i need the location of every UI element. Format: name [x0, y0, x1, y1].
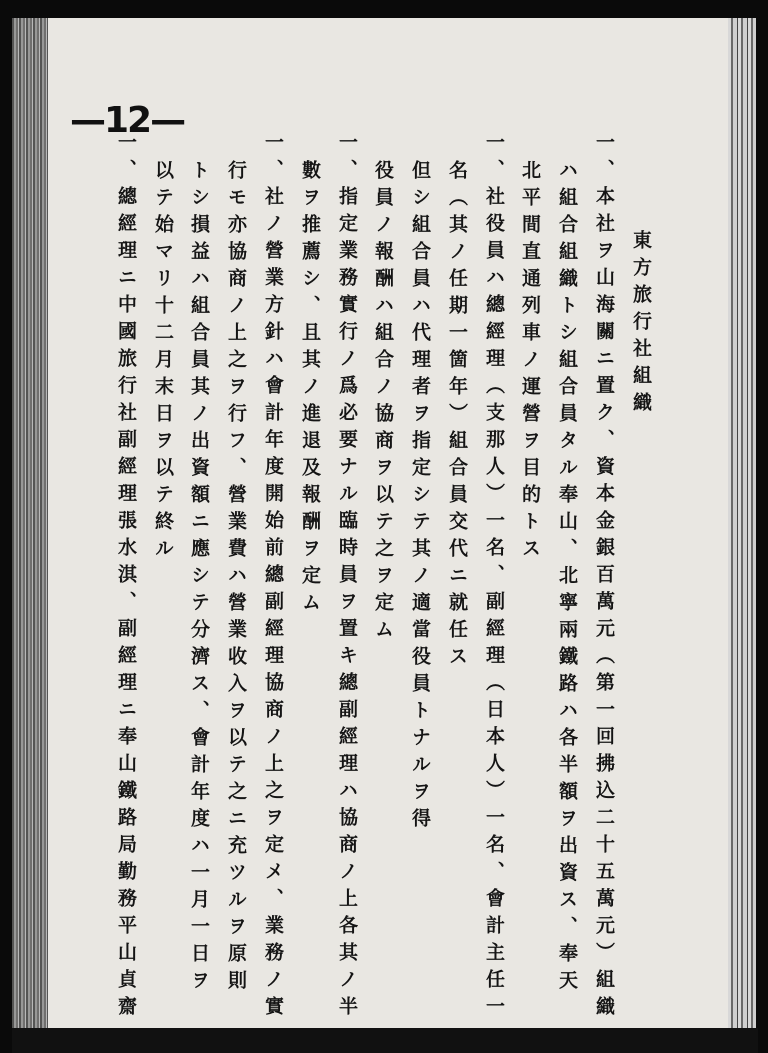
- text-line-9: 數ヲ推薦シ、且其ノ進退及報酬ヲ定ム: [299, 160, 321, 619]
- book-spine: [12, 18, 48, 1033]
- text-line-6: 但シ組合員ハ代理者ヲ指定シテ其ノ適當役員トナルヲ得: [409, 160, 431, 835]
- text-line-7: 役員ノ報酬ハ組合ノ協商ヲ以テ之ヲ定ム: [372, 160, 394, 646]
- text-line-4: 一、社役員ハ總經理（支那人）一名、副經理（日本人）一名、會計主任一: [483, 132, 505, 1023]
- text-line-10: 一、社ノ營業方針ハ會計年度開始前總副經理協商ノ上之ヲ定メ、業務ノ實: [262, 132, 284, 1023]
- text-line-3: 北平間直通列車ノ運營ヲ目的トス: [519, 160, 541, 565]
- text-line-2: ハ組合組織トシ組合員タル奉山、北寧兩鐵路ハ各半額ヲ出資ス、奉天: [556, 160, 578, 997]
- text-line-8: 一、指定業務實行ノ爲必要ナル臨時員ヲ置キ總副經理ハ協商ノ上各其ノ半: [336, 132, 358, 1023]
- bottom-edge: [12, 1028, 758, 1053]
- text-line-11: 行モ亦協商ノ上之ヲ行フ、營業費ハ營業收入ヲ以テ之ニ充ツルヲ原則: [225, 160, 247, 997]
- text-line-5: 名（其ノ任期一箇年）組合員交代ニ就任ス: [446, 160, 468, 673]
- page-number: —12—: [70, 100, 185, 141]
- text-line-13: 以テ始マリ十二月末日ヲ以テ終ル: [152, 160, 174, 565]
- document-title: 東方旅行社組織: [630, 230, 652, 419]
- text-line-1: 一、本社ヲ山海關ニ置ク、資本金銀百萬元（第一回拂込二十五萬元）組織: [593, 132, 615, 1023]
- text-line-14: 一、總經理ニ中國旅行社副經理張水淇、副經理ニ奉山鐵路局勤務平山貞齋: [115, 132, 137, 1023]
- page-edge: [728, 18, 756, 1033]
- text-line-12: トシ損益ハ組合員其ノ出資額ニ應シテ分濟ス、會計年度ハ一月一日ヲ: [188, 160, 210, 997]
